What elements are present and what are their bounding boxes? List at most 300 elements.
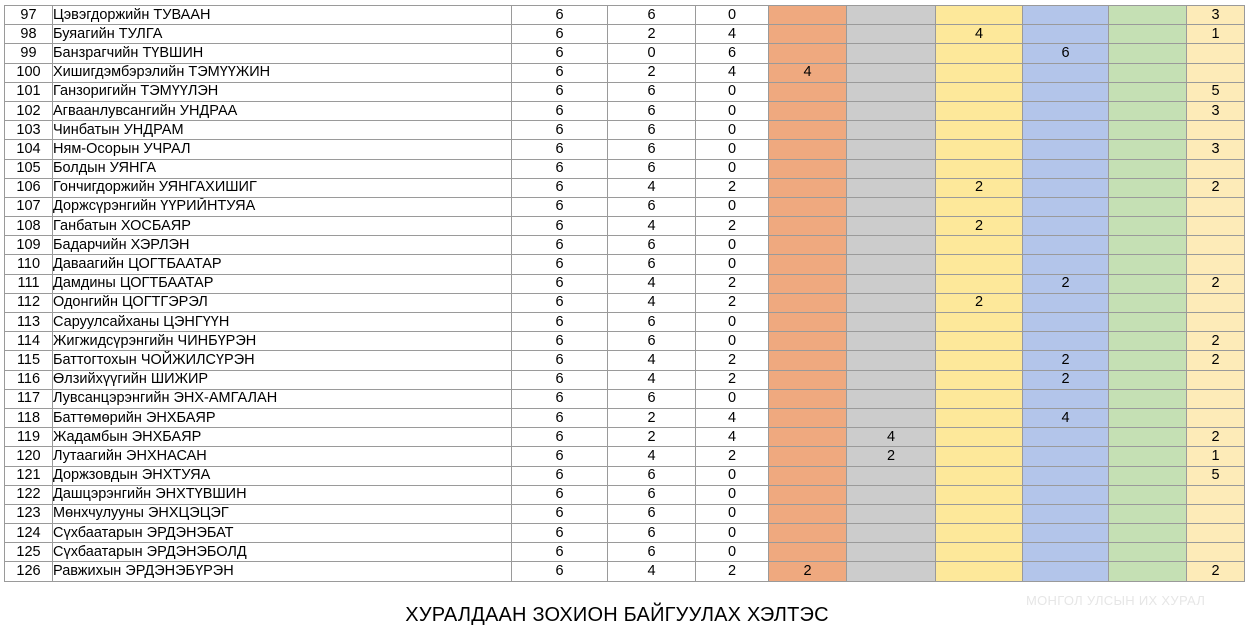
cell-name: Одонгийн ЦОГТГЭРЭЛ — [53, 293, 512, 312]
table-row — [5, 274, 1245, 293]
cell-col-c: 2 — [936, 293, 1023, 312]
cell-name: Хишигдэмбэрэлийн ТЭМҮҮЖИН — [53, 63, 512, 82]
cell-col-f — [1187, 543, 1245, 562]
cell-col-d — [1023, 82, 1109, 101]
cell-col-b — [847, 140, 936, 159]
cell-col-a — [769, 447, 847, 466]
cell-total: 6 — [512, 504, 608, 523]
cell-col-a — [769, 485, 847, 504]
cell-col-a — [769, 101, 847, 120]
cell-col-f — [1187, 313, 1245, 332]
table-row — [5, 217, 1245, 236]
attendance-table — [4, 5, 1245, 582]
cell-name: Дамдины ЦОГТБААТАР — [53, 274, 512, 293]
cell-total: 6 — [512, 178, 608, 197]
cell-col-e — [1109, 293, 1187, 312]
cell-number: 126 — [5, 562, 53, 581]
cell-col-a — [769, 543, 847, 562]
cell-absent: 2 — [696, 178, 769, 197]
cell-total: 6 — [512, 370, 608, 389]
cell-name: Доржсүрэнгийн ҮҮРИЙНТУЯА — [53, 197, 512, 216]
cell-col-c — [936, 543, 1023, 562]
cell-absent: 0 — [696, 6, 769, 25]
cell-col-a — [769, 255, 847, 274]
cell-col-d — [1023, 140, 1109, 159]
cell-name: Банзрагчийн ТҮВШИН — [53, 44, 512, 63]
cell-present: 6 — [608, 6, 696, 25]
cell-total: 6 — [512, 293, 608, 312]
table-row — [5, 178, 1245, 197]
cell-col-b — [847, 562, 936, 581]
cell-total: 6 — [512, 351, 608, 370]
cell-col-e — [1109, 44, 1187, 63]
cell-present: 6 — [608, 159, 696, 178]
cell-absent: 0 — [696, 332, 769, 351]
cell-col-d: 6 — [1023, 44, 1109, 63]
cell-present: 4 — [608, 217, 696, 236]
cell-name: Жигжидсүрэнгийн ЧИНБҮРЭН — [53, 332, 512, 351]
cell-absent: 4 — [696, 25, 769, 44]
cell-present: 6 — [608, 389, 696, 408]
cell-absent: 0 — [696, 197, 769, 216]
cell-col-c — [936, 524, 1023, 543]
cell-number: 110 — [5, 255, 53, 274]
cell-present: 6 — [608, 236, 696, 255]
cell-number: 111 — [5, 274, 53, 293]
cell-name: Бадарчийн ХЭРЛЭН — [53, 236, 512, 255]
cell-total: 6 — [512, 159, 608, 178]
cell-number: 98 — [5, 25, 53, 44]
department-title: ХУРАЛДААН ЗОХИОН БАЙГУУЛАХ ХЭЛТЭС — [405, 604, 829, 626]
watermark: МОНГОЛ УЛСЫН ИХ ХУРАЛ — [1026, 593, 1206, 608]
table-row — [5, 504, 1245, 523]
cell-col-d — [1023, 562, 1109, 581]
cell-col-b — [847, 332, 936, 351]
cell-col-d — [1023, 255, 1109, 274]
table-row — [5, 485, 1245, 504]
cell-present: 2 — [608, 428, 696, 447]
cell-col-f — [1187, 485, 1245, 504]
cell-col-d — [1023, 6, 1109, 25]
cell-col-f — [1187, 408, 1245, 427]
cell-number: 97 — [5, 6, 53, 25]
cell-absent: 0 — [696, 543, 769, 562]
cell-col-b — [847, 543, 936, 562]
cell-col-b — [847, 178, 936, 197]
cell-col-c — [936, 351, 1023, 370]
cell-col-b: 4 — [847, 428, 936, 447]
table-row — [5, 101, 1245, 120]
cell-col-f — [1187, 159, 1245, 178]
cell-col-f: 1 — [1187, 447, 1245, 466]
cell-present: 6 — [608, 121, 696, 140]
table-row — [5, 63, 1245, 82]
cell-col-e — [1109, 447, 1187, 466]
cell-col-f: 2 — [1187, 428, 1245, 447]
cell-present: 2 — [608, 25, 696, 44]
cell-col-c — [936, 408, 1023, 427]
cell-col-e — [1109, 408, 1187, 427]
cell-col-f: 5 — [1187, 466, 1245, 485]
table-row — [5, 140, 1245, 159]
cell-total: 6 — [512, 121, 608, 140]
cell-col-c — [936, 466, 1023, 485]
cell-col-a — [769, 504, 847, 523]
cell-number: 124 — [5, 524, 53, 543]
cell-col-b — [847, 217, 936, 236]
cell-total: 6 — [512, 332, 608, 351]
cell-col-c — [936, 63, 1023, 82]
cell-absent: 2 — [696, 217, 769, 236]
cell-col-e — [1109, 485, 1187, 504]
cell-col-a — [769, 178, 847, 197]
cell-col-d — [1023, 293, 1109, 312]
cell-name: Буяагийн ТУЛГА — [53, 25, 512, 44]
cell-col-f: 3 — [1187, 101, 1245, 120]
cell-name: Ганзоригийн ТЭМҮҮЛЭН — [53, 82, 512, 101]
cell-col-d — [1023, 524, 1109, 543]
cell-present: 6 — [608, 255, 696, 274]
cell-col-c — [936, 255, 1023, 274]
cell-name: Цэвэгдоржийн ТУВААН — [53, 6, 512, 25]
cell-col-b — [847, 313, 936, 332]
cell-total: 6 — [512, 485, 608, 504]
cell-col-d — [1023, 466, 1109, 485]
cell-absent: 4 — [696, 63, 769, 82]
cell-name: Сүхбаатарын ЭРДЭНЭБАТ — [53, 524, 512, 543]
cell-col-d — [1023, 504, 1109, 523]
cell-name: Лувсанцэрэнгийн ЭНХ-АМГАЛАН — [53, 389, 512, 408]
cell-number: 125 — [5, 543, 53, 562]
cell-absent: 0 — [696, 504, 769, 523]
cell-col-e — [1109, 389, 1187, 408]
table-row — [5, 543, 1245, 562]
cell-col-e — [1109, 370, 1187, 389]
cell-number: 122 — [5, 485, 53, 504]
cell-col-f: 3 — [1187, 6, 1245, 25]
cell-total: 6 — [512, 101, 608, 120]
cell-total: 6 — [512, 447, 608, 466]
cell-col-e — [1109, 6, 1187, 25]
cell-number: 99 — [5, 44, 53, 63]
cell-present: 6 — [608, 524, 696, 543]
cell-col-b — [847, 504, 936, 523]
cell-col-c — [936, 82, 1023, 101]
cell-present: 4 — [608, 447, 696, 466]
cell-col-e — [1109, 178, 1187, 197]
cell-col-f: 2 — [1187, 562, 1245, 581]
cell-absent: 0 — [696, 101, 769, 120]
cell-present: 4 — [608, 562, 696, 581]
table-row — [5, 82, 1245, 101]
cell-name: Мөнхчулууны ЭНХЦЭЦЭГ — [53, 504, 512, 523]
cell-col-a — [769, 25, 847, 44]
cell-col-c: 2 — [936, 217, 1023, 236]
cell-col-a — [769, 217, 847, 236]
cell-present: 6 — [608, 466, 696, 485]
cell-total: 6 — [512, 197, 608, 216]
cell-col-b — [847, 197, 936, 216]
cell-number: 109 — [5, 236, 53, 255]
cell-number: 114 — [5, 332, 53, 351]
cell-name: Доржзовдын ЭНХТУЯА — [53, 466, 512, 485]
cell-number: 105 — [5, 159, 53, 178]
cell-number: 117 — [5, 389, 53, 408]
cell-col-c — [936, 428, 1023, 447]
cell-name: Ням-Осорын УЧРАЛ — [53, 140, 512, 159]
cell-col-b — [847, 293, 936, 312]
cell-col-b — [847, 408, 936, 427]
cell-number: 121 — [5, 466, 53, 485]
cell-number: 106 — [5, 178, 53, 197]
cell-col-a — [769, 197, 847, 216]
cell-absent: 0 — [696, 140, 769, 159]
cell-col-c — [936, 159, 1023, 178]
cell-number: 102 — [5, 101, 53, 120]
cell-col-f — [1187, 197, 1245, 216]
cell-col-d: 2 — [1023, 351, 1109, 370]
cell-name: Сүхбаатарын ЭРДЭНЭБОЛД — [53, 543, 512, 562]
cell-col-b — [847, 466, 936, 485]
cell-col-c — [936, 44, 1023, 63]
cell-name: Чинбатын УНДРАМ — [53, 121, 512, 140]
cell-col-a — [769, 293, 847, 312]
cell-col-c — [936, 370, 1023, 389]
cell-name: Лутаагийн ЭНХНАСАН — [53, 447, 512, 466]
table-row — [5, 25, 1245, 44]
cell-name: Болдын УЯНГА — [53, 159, 512, 178]
cell-col-f — [1187, 217, 1245, 236]
cell-col-c — [936, 274, 1023, 293]
cell-col-f — [1187, 293, 1245, 312]
cell-col-a — [769, 313, 847, 332]
cell-absent: 6 — [696, 44, 769, 63]
cell-col-d — [1023, 197, 1109, 216]
table-row — [5, 370, 1245, 389]
cell-col-a — [769, 428, 847, 447]
cell-col-f: 3 — [1187, 140, 1245, 159]
cell-col-f: 5 — [1187, 82, 1245, 101]
cell-col-f: 2 — [1187, 274, 1245, 293]
cell-col-f — [1187, 524, 1245, 543]
cell-col-b — [847, 274, 936, 293]
table-row — [5, 313, 1245, 332]
cell-col-e — [1109, 159, 1187, 178]
cell-present: 4 — [608, 178, 696, 197]
cell-absent: 2 — [696, 447, 769, 466]
cell-col-a — [769, 332, 847, 351]
cell-name: Баттөмөрийн ЭНХБАЯР — [53, 408, 512, 427]
table-row — [5, 524, 1245, 543]
cell-col-d: 2 — [1023, 274, 1109, 293]
cell-absent: 0 — [696, 389, 769, 408]
cell-total: 6 — [512, 524, 608, 543]
cell-col-d — [1023, 63, 1109, 82]
table-row — [5, 255, 1245, 274]
cell-present: 4 — [608, 274, 696, 293]
cell-col-b — [847, 236, 936, 255]
cell-col-b — [847, 351, 936, 370]
cell-total: 6 — [512, 313, 608, 332]
table-row — [5, 159, 1245, 178]
table-row — [5, 389, 1245, 408]
cell-col-b — [847, 370, 936, 389]
cell-col-e — [1109, 543, 1187, 562]
cell-col-b — [847, 63, 936, 82]
cell-total: 6 — [512, 140, 608, 159]
cell-present: 4 — [608, 370, 696, 389]
table-row — [5, 428, 1245, 447]
cell-col-f — [1187, 370, 1245, 389]
cell-present: 6 — [608, 485, 696, 504]
cell-absent: 2 — [696, 274, 769, 293]
cell-col-b — [847, 121, 936, 140]
cell-col-d — [1023, 25, 1109, 44]
cell-name: Гончигдоржийн УЯНГАХИШИГ — [53, 178, 512, 197]
cell-total: 6 — [512, 274, 608, 293]
cell-col-a — [769, 351, 847, 370]
cell-col-d — [1023, 121, 1109, 140]
cell-total: 6 — [512, 466, 608, 485]
cell-col-e — [1109, 466, 1187, 485]
cell-absent: 4 — [696, 428, 769, 447]
cell-col-d — [1023, 236, 1109, 255]
cell-col-a — [769, 121, 847, 140]
cell-col-c — [936, 562, 1023, 581]
cell-col-d — [1023, 217, 1109, 236]
table-row — [5, 562, 1245, 581]
cell-col-e — [1109, 121, 1187, 140]
cell-col-d — [1023, 313, 1109, 332]
cell-present: 6 — [608, 332, 696, 351]
table-row — [5, 293, 1245, 312]
table-row — [5, 351, 1245, 370]
cell-col-b — [847, 6, 936, 25]
cell-name: Агваанлувсангийн УНДРАА — [53, 101, 512, 120]
cell-number: 112 — [5, 293, 53, 312]
table-row — [5, 236, 1245, 255]
cell-present: 6 — [608, 313, 696, 332]
cell-col-c: 2 — [936, 178, 1023, 197]
cell-total: 6 — [512, 217, 608, 236]
cell-name: Жадамбын ЭНХБАЯР — [53, 428, 512, 447]
cell-col-b — [847, 389, 936, 408]
cell-total: 6 — [512, 25, 608, 44]
table-row — [5, 408, 1245, 427]
cell-name: Дашцэрэнгийн ЭНХТҮВШИН — [53, 485, 512, 504]
cell-col-b — [847, 25, 936, 44]
cell-total: 6 — [512, 236, 608, 255]
cell-total: 6 — [512, 63, 608, 82]
cell-col-b — [847, 485, 936, 504]
table-row — [5, 447, 1245, 466]
cell-total: 6 — [512, 255, 608, 274]
cell-col-f — [1187, 121, 1245, 140]
cell-col-b — [847, 44, 936, 63]
cell-number: 120 — [5, 447, 53, 466]
cell-col-a — [769, 236, 847, 255]
cell-col-a — [769, 140, 847, 159]
cell-absent: 0 — [696, 485, 769, 504]
cell-number: 101 — [5, 82, 53, 101]
cell-name: Саруулсайханы ЦЭНГҮҮН — [53, 313, 512, 332]
cell-col-b — [847, 82, 936, 101]
cell-col-a — [769, 408, 847, 427]
cell-present: 6 — [608, 140, 696, 159]
cell-col-c — [936, 447, 1023, 466]
cell-name: Баттогтохын ЧОЙЖИЛСҮРЭН — [53, 351, 512, 370]
cell-col-d — [1023, 389, 1109, 408]
cell-total: 6 — [512, 543, 608, 562]
cell-present: 2 — [608, 408, 696, 427]
cell-col-e — [1109, 82, 1187, 101]
cell-absent: 0 — [696, 82, 769, 101]
cell-col-e — [1109, 236, 1187, 255]
cell-present: 4 — [608, 351, 696, 370]
cell-col-e — [1109, 140, 1187, 159]
cell-col-a: 4 — [769, 63, 847, 82]
table-body — [5, 6, 1245, 582]
cell-col-a — [769, 524, 847, 543]
cell-col-c — [936, 313, 1023, 332]
cell-absent: 0 — [696, 466, 769, 485]
cell-col-e — [1109, 313, 1187, 332]
cell-present: 4 — [608, 293, 696, 312]
cell-number: 123 — [5, 504, 53, 523]
cell-number: 107 — [5, 197, 53, 216]
cell-col-a: 2 — [769, 562, 847, 581]
cell-present: 6 — [608, 101, 696, 120]
cell-col-e — [1109, 217, 1187, 236]
cell-col-f — [1187, 389, 1245, 408]
cell-col-a — [769, 6, 847, 25]
cell-total: 6 — [512, 428, 608, 447]
cell-col-e — [1109, 197, 1187, 216]
cell-number: 100 — [5, 63, 53, 82]
cell-col-a — [769, 389, 847, 408]
table-row — [5, 332, 1245, 351]
cell-col-c — [936, 236, 1023, 255]
cell-col-f: 2 — [1187, 351, 1245, 370]
cell-col-e — [1109, 351, 1187, 370]
table-row — [5, 466, 1245, 485]
cell-col-b — [847, 101, 936, 120]
cell-col-c — [936, 504, 1023, 523]
cell-col-d — [1023, 159, 1109, 178]
cell-col-c — [936, 197, 1023, 216]
cell-col-b — [847, 255, 936, 274]
cell-col-e — [1109, 63, 1187, 82]
cell-absent: 2 — [696, 293, 769, 312]
cell-col-c — [936, 140, 1023, 159]
cell-name: Өлзийхүүгийн ШИЖИР — [53, 370, 512, 389]
cell-col-d — [1023, 485, 1109, 504]
cell-total: 6 — [512, 6, 608, 25]
cell-col-d: 2 — [1023, 370, 1109, 389]
cell-total: 6 — [512, 389, 608, 408]
cell-col-c: 4 — [936, 25, 1023, 44]
cell-present: 6 — [608, 543, 696, 562]
cell-absent: 0 — [696, 255, 769, 274]
cell-col-d — [1023, 543, 1109, 562]
cell-col-e — [1109, 332, 1187, 351]
cell-col-b: 2 — [847, 447, 936, 466]
cell-total: 6 — [512, 44, 608, 63]
cell-col-f: 2 — [1187, 178, 1245, 197]
cell-col-c — [936, 389, 1023, 408]
cell-col-c — [936, 332, 1023, 351]
cell-number: 108 — [5, 217, 53, 236]
